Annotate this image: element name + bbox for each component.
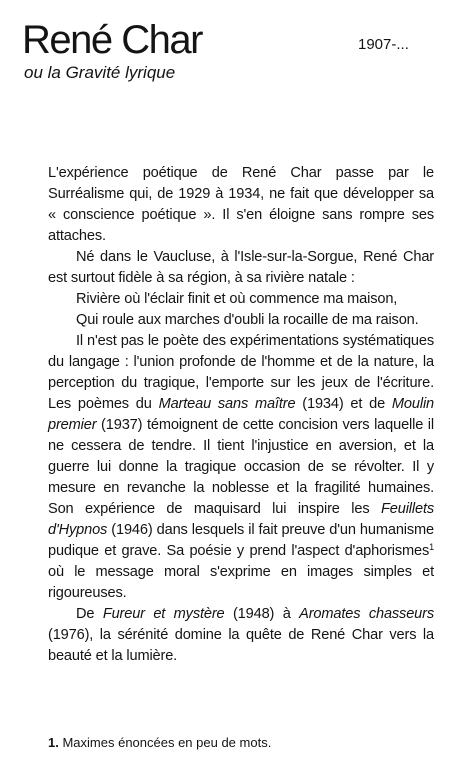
footnote-ref: 1 [429, 542, 434, 552]
book-title: Aromates chasseurs [299, 606, 434, 622]
text-run: (1937) témoignent de cette concision vers laquelle il ne cessera de tendre. Il tient l'injustice en aversion, et la guerre lui donne la tragique occasion de se révolter. Il y mesure en revanche la noblesse et la fragilité humaines. Son expérience de maquisard lui inspire les [48, 417, 434, 517]
footnote-text: Maximes énoncées en peu de mots. [62, 735, 272, 750]
book-title: Feuillets d'Hypnos [48, 501, 434, 538]
text-run: (1934) et de [295, 396, 392, 412]
paragraph-style [48, 331, 434, 604]
page-title: René Char [22, 18, 202, 62]
book-title: Moulin premier [48, 396, 434, 433]
paragraph-intro: L'expérience poétique de René Char passe par le Surréalisme qui, de 1929 à 1934, ne fait que développer sa « conscience poétique ». Il s'en éloigne sans rompre ses attaches. [48, 165, 434, 244]
paragraph-conclusion [48, 604, 434, 667]
footnote-number: 1. [48, 735, 59, 750]
text-run: Il n'est pas le poète des expérimentations systématiques du langage : l'union profonde de l'homme et de la nature, la perception du tragique, l'emporte sur les jeux de l'écriture. Les poèmes du [48, 333, 434, 412]
author-dates: 1907-... [358, 36, 409, 53]
text-run: où le message moral s'exprime en images simples et rigoureuses. [48, 564, 434, 601]
paragraph-origins: Né dans le Vaucluse, à l'Isle-sur-la-Sorgue, René Char est surtout fidèle à sa région, à sa rivière natale : [48, 249, 434, 286]
article-body [48, 163, 434, 667]
footnote [48, 735, 271, 751]
text-run: (1976), la sérénité domine la quête de René Char vers la beauté et la lumière. [48, 627, 434, 664]
text-run: De [76, 606, 103, 622]
verse-line: Rivière où l'éclair finit et où commence ma maison, [76, 291, 398, 307]
page-subtitle: ou la Gravité lyrique [24, 63, 176, 82]
book-title: Fureur et mystère [102, 606, 225, 622]
text-run: (1948) à [224, 606, 300, 622]
verse-quote [48, 289, 434, 331]
book-title: Marteau sans maître [158, 396, 296, 412]
verse-line: Qui roule aux marches d'oubli la rocaille de ma raison. [76, 312, 419, 328]
text-run: (1946) dans lesquels il fait preuve d'un humanisme pudique et grave. Sa poésie y prend l'aspect d'aphorismes [48, 522, 434, 559]
